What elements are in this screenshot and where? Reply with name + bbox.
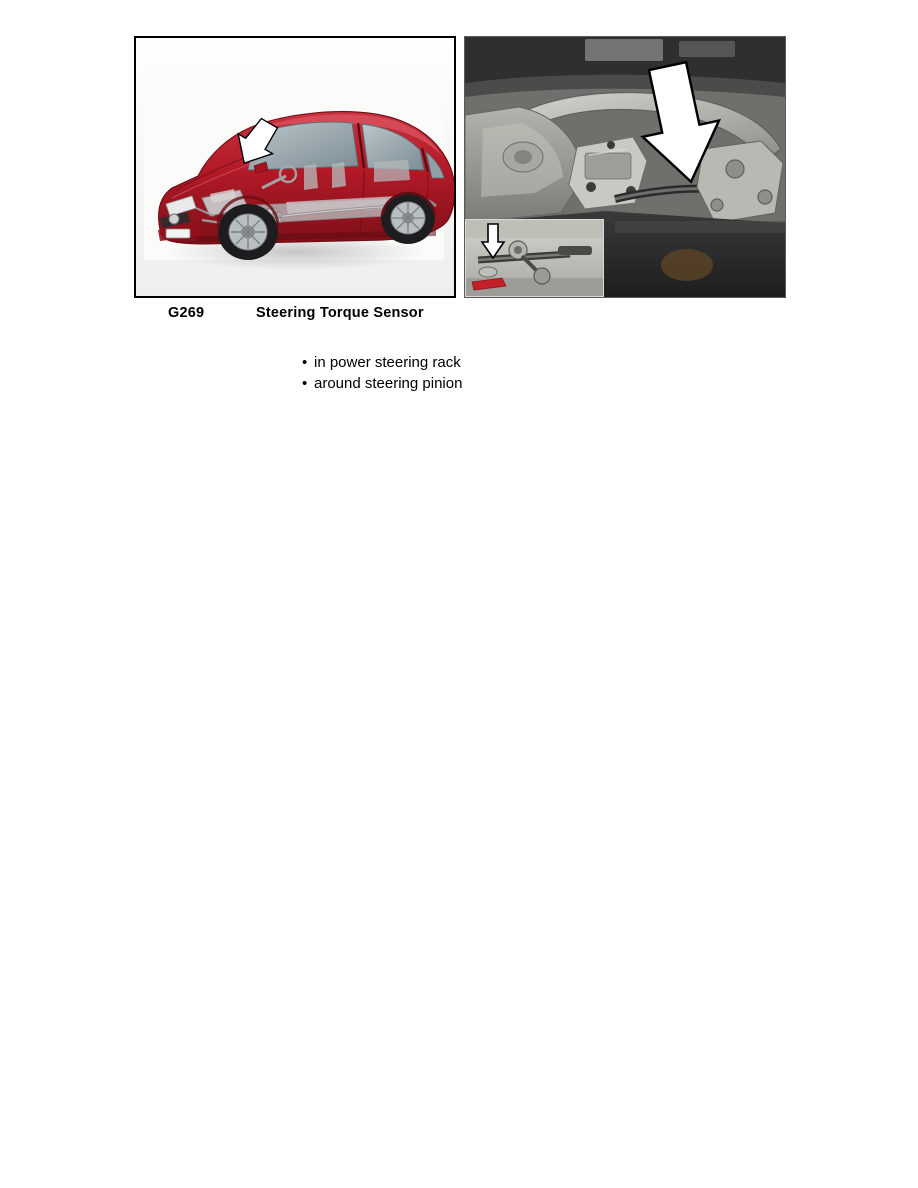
cutaway-vehicle-illustration [136, 38, 454, 296]
component-details-list [302, 352, 462, 394]
bullet-glyph: • [302, 375, 308, 392]
list-item [302, 352, 462, 373]
figure-row [134, 36, 786, 298]
front-wheel [218, 204, 278, 260]
bullet-glyph: • [302, 354, 308, 371]
list-item-label: around steering pinion [314, 375, 463, 392]
license-plate [166, 229, 190, 238]
inset-photo-svg [466, 220, 603, 296]
torque-sensor-body [534, 268, 550, 284]
list-item [302, 373, 462, 394]
vehicle-illustration-svg [136, 38, 454, 296]
figure-left-panel [134, 36, 456, 298]
component-code: G269 [168, 305, 205, 321]
list-item-label: in power steering rack [314, 354, 461, 371]
brand-badge [169, 214, 179, 224]
component-title: Steering Torque Sensor [256, 305, 424, 321]
figure-right-panel [464, 36, 786, 298]
figure-caption [168, 305, 424, 321]
steering-rack-bench-photo [465, 219, 604, 297]
rust-patch [661, 249, 713, 281]
right-bracket [697, 141, 783, 223]
